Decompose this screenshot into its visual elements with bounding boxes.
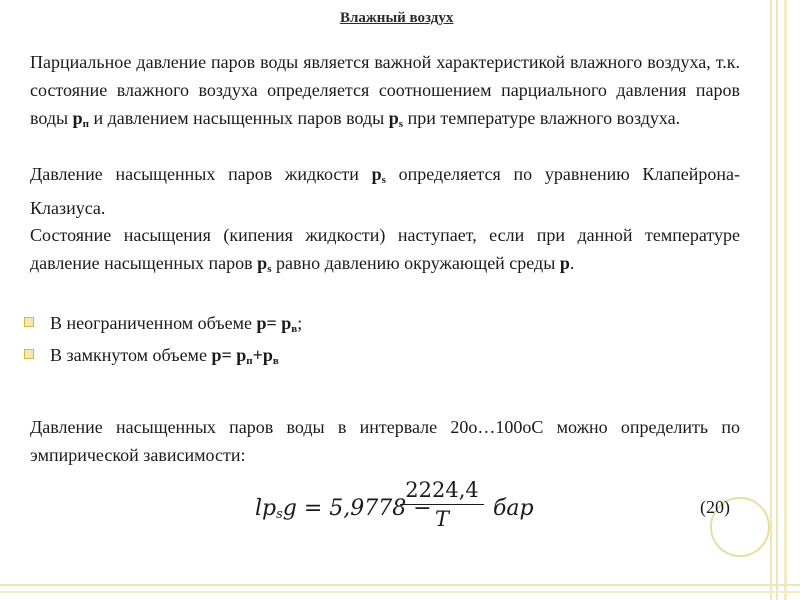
subscript: s bbox=[267, 263, 272, 275]
subscript: s bbox=[381, 174, 386, 186]
frame-line bbox=[770, 0, 772, 600]
text-run: . bbox=[569, 253, 575, 273]
text-run: определяется по уравнению Клапейрона-Клазиуса. bbox=[30, 164, 740, 218]
square-bullet-icon bbox=[24, 349, 34, 359]
symbol-p: р bbox=[559, 253, 570, 273]
symbol-p: р bbox=[388, 108, 399, 128]
numerator: 2224,4 bbox=[400, 478, 484, 505]
text-run: и давлением насыщенных паров воды bbox=[88, 108, 389, 128]
equation: р= р bbox=[211, 345, 247, 365]
subscript: в bbox=[291, 323, 298, 335]
formula-part: lp bbox=[255, 496, 277, 521]
subscript: п bbox=[246, 355, 253, 367]
fraction bbox=[400, 478, 484, 531]
equation: +р bbox=[252, 345, 273, 365]
bullet-item bbox=[24, 309, 724, 343]
formula-part: g = 5,9778 − bbox=[282, 496, 432, 521]
paragraph-saturation bbox=[30, 221, 740, 283]
text-run: ; bbox=[297, 313, 303, 333]
frame-line bbox=[776, 0, 778, 600]
bullet-text: В неограниченном объеме bbox=[50, 313, 257, 333]
symbol-p: р bbox=[72, 108, 83, 128]
symbol-p: р bbox=[371, 164, 382, 184]
text-run: при температуре влажного воздуха. bbox=[403, 108, 681, 128]
slide-title: Влажный воздух bbox=[340, 10, 454, 26]
equation: р= р bbox=[256, 313, 292, 333]
frame-line bbox=[0, 591, 800, 593]
text-run: Парциальное давление паров воды является важной характеристикой влажного воздуха, т.к. состояние влажного воздуха определяется соотношением парциального давления паров воды bbox=[30, 52, 740, 128]
subscript: п bbox=[82, 118, 89, 130]
paragraph-partial-pressure bbox=[30, 48, 740, 138]
subscript: s bbox=[276, 507, 283, 522]
paragraph-clapeyron bbox=[30, 160, 740, 222]
text-run: равно давлению окружающей среды bbox=[271, 253, 560, 273]
paragraph-empirical: Давление насыщенных паров воды в интервале 20о…100оС можно определить по эмпирической зависимости: bbox=[30, 417, 740, 465]
frame-line bbox=[784, 0, 787, 600]
text-run: Состояние насыщения (кипения жидкости) наступает, если при данной температуре давление насыщенных паров bbox=[30, 225, 740, 273]
text-run: Давление насыщенных паров жидкости bbox=[30, 164, 372, 184]
symbol-p: р bbox=[257, 253, 268, 273]
denominator: T bbox=[434, 507, 449, 531]
bullet-item bbox=[24, 341, 724, 375]
subscript: в bbox=[272, 355, 279, 367]
frame-line bbox=[0, 584, 800, 586]
equation-number: (20) bbox=[700, 497, 730, 517]
subscript: s bbox=[398, 118, 404, 130]
square-bullet-icon bbox=[24, 317, 34, 327]
unit: бар bbox=[493, 496, 534, 521]
bullet-text: В замкнутом объеме bbox=[50, 345, 212, 365]
